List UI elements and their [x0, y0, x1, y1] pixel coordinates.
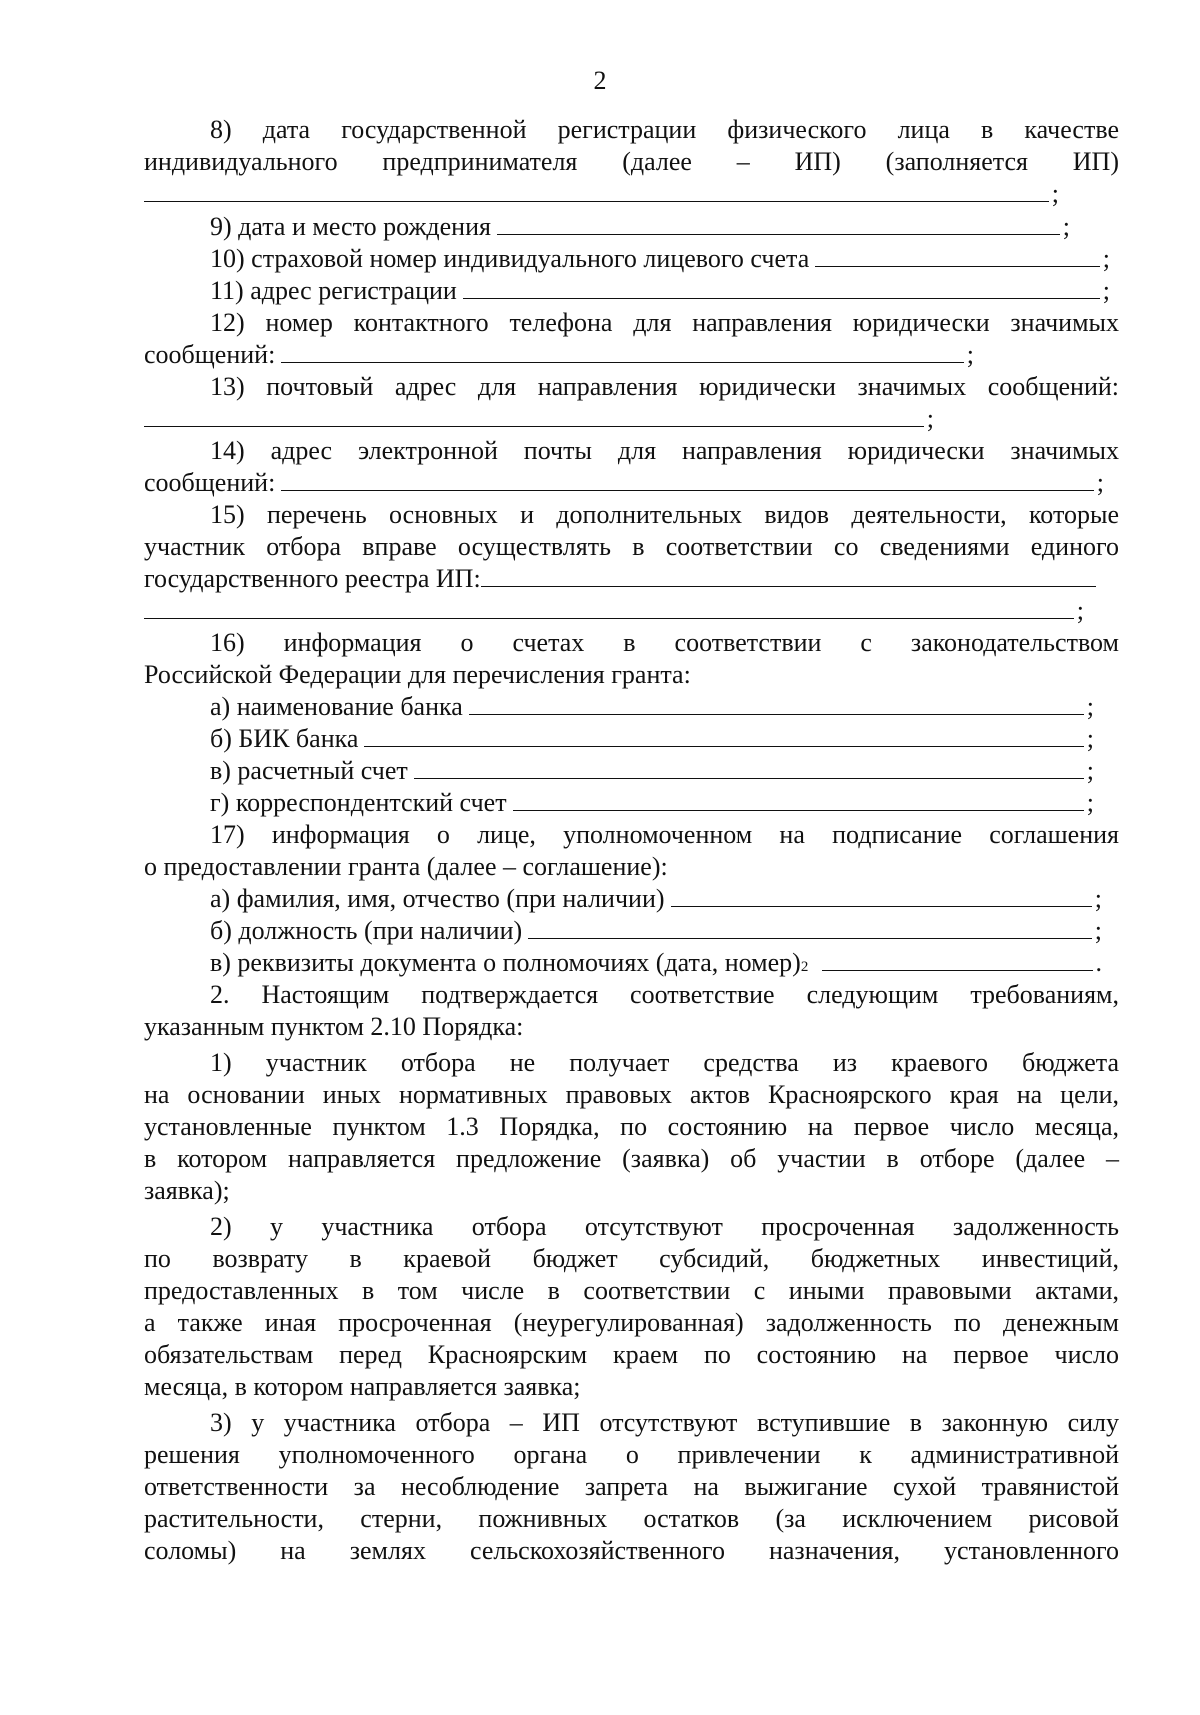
item-17a-label: а) фамилия, имя, отчество (при наличии)	[210, 884, 665, 913]
p2-line-6: месяца, в котором направляется заявка;	[144, 1372, 581, 1401]
p2-line-5: обязательствам перед Красноярским краем по состоянию на первое число	[144, 1340, 1119, 1369]
full-name-input-line[interactable]	[671, 884, 1092, 907]
p3-line-1: 3) у участника отбора – ИП отсутствуют вступившие в законную силу	[210, 1408, 1119, 1437]
item-15-line-1: 15) перечень основных и дополнительных видов деятельности, которые	[210, 500, 1119, 529]
item-16b-line	[210, 723, 1094, 756]
item-14-line-2	[144, 467, 1104, 500]
p1-line-1: 1) участник отбора не получает средства из краевого бюджета	[210, 1048, 1119, 1077]
p3-line-4: растительности, стерни, пожнивных остатков (за исключением рисовой	[144, 1504, 1119, 1533]
item-10-input-line[interactable]	[815, 244, 1100, 267]
semicolon: ;	[1102, 276, 1110, 305]
item-16b-label: б) БИК банка	[210, 724, 359, 753]
item-16g-label: г) корреспондентский счет	[210, 788, 507, 817]
semicolon: ;	[966, 340, 974, 369]
item-14-input-line[interactable]	[281, 468, 1093, 491]
item-16v-line	[210, 755, 1094, 788]
item-16a-line	[210, 691, 1094, 724]
item-16-line-2: Российской Федерации для перечисления гранта:	[144, 660, 691, 689]
item-17v-line: в) реквизиты документа о полномочиях (дата, номер) 2 .	[210, 947, 1102, 980]
p3-line-2: решения уполномоченного органа о привлечении к административной	[144, 1440, 1119, 1469]
item-15-line-3	[144, 563, 1096, 596]
authority-document-input-line[interactable]	[822, 948, 1092, 971]
item-14-label: сообщений:	[144, 468, 276, 497]
semicolon: ;	[1096, 468, 1104, 497]
item-11-label: 11) адрес регистрации	[210, 276, 457, 305]
p1-line-3: установленные пунктом 1.3 Порядка, по состоянию на первое число месяца,	[144, 1112, 1119, 1141]
item-10-label: 10) страховой номер индивидуального лицевого счета	[210, 244, 810, 273]
item-16v-label: в) расчетный счет	[210, 756, 408, 785]
item-17v-label: в) реквизиты документа о полномочиях (дата, номер)	[210, 948, 801, 977]
p1-line-2: на основании иных нормативных правовых актов Красноярского края на цели,	[144, 1080, 1119, 1109]
item-8-line-2: индивидуального предпринимателя (далее – ИП) (заполняется ИП)	[144, 147, 1119, 176]
correspondent-account-input-line[interactable]	[513, 788, 1084, 811]
p3-line-3: ответственности за несоблюдение запрета на выжигание сухой травянистой	[144, 1472, 1119, 1501]
p2-line-4: а также иная просроченная (неурегулированная) задолженность по денежным	[144, 1308, 1119, 1337]
item-8-input-line[interactable]	[144, 179, 1049, 202]
item-17-line-2: о предоставлении гранта (далее – соглашение):	[144, 852, 668, 881]
period: .	[1095, 948, 1102, 977]
semicolon: ;	[1094, 884, 1102, 913]
item-14-line-1: 14) адрес электронной почты для направления юридически значимых	[210, 436, 1119, 465]
item-11-line	[210, 275, 1110, 308]
position-input-line[interactable]	[528, 916, 1092, 939]
item-12-input-line[interactable]	[281, 340, 963, 363]
item-12-line-1: 12) номер контактного телефона для направления юридически значимых	[210, 308, 1119, 337]
item-13-fill-line	[144, 403, 934, 436]
item-17-line-1: 17) информация о лице, уполномоченном на подписание соглашения	[210, 820, 1119, 849]
item-8-line-1: 8) дата государственной регистрации физического лица в качестве	[210, 115, 1119, 144]
p3-line-5: соломы) на землях сельскохозяйственного назначения, установленного	[144, 1536, 1119, 1565]
semicolon: ;	[1086, 756, 1094, 785]
item-12-label: сообщений:	[144, 340, 276, 369]
item-16-line-1: 16) информация о счетах в соответствии с законодательством	[210, 628, 1119, 657]
item-17b-line	[210, 915, 1102, 948]
semicolon: ;	[1086, 724, 1094, 753]
bank-name-input-line[interactable]	[469, 692, 1084, 715]
semicolon: ;	[1062, 212, 1070, 241]
item-8-fill-line	[144, 178, 1059, 211]
p1-line-4: в котором направляется предложение (заявка) об участии в отборе (далее –	[144, 1144, 1119, 1173]
p2-line-2: по возврату в краевой бюджет субсидий, бюджетных инвестиций,	[144, 1244, 1119, 1273]
item-9-input-line[interactable]	[497, 212, 1060, 235]
item-15-line-2: участник отбора вправе осуществлять в соответствии со сведениями единого	[144, 532, 1119, 561]
item-15-input-line-1[interactable]	[481, 564, 1096, 587]
semicolon: ;	[1051, 179, 1059, 208]
item-17b-label: б) должность (при наличии)	[210, 916, 523, 945]
semicolon: ;	[926, 404, 934, 433]
item-15-input-line-2[interactable]	[144, 596, 1074, 619]
item-12-line-2	[144, 339, 974, 372]
semicolon: ;	[1076, 596, 1084, 625]
item-15-label: государственного реестра ИП:	[144, 564, 481, 593]
page-number: 2	[593, 66, 607, 95]
item-9-line	[210, 211, 1070, 244]
item-11-input-line[interactable]	[463, 276, 1100, 299]
item-16g-line	[210, 787, 1094, 820]
semicolon: ;	[1102, 244, 1110, 273]
item-16a-label: а) наименование банка	[210, 692, 463, 721]
bank-bic-input-line[interactable]	[364, 724, 1083, 747]
item-13-input-line[interactable]	[144, 404, 924, 427]
semicolon: ;	[1086, 692, 1094, 721]
semicolon: ;	[1094, 916, 1102, 945]
item-15-fill-line	[144, 595, 1084, 628]
settlement-account-input-line[interactable]	[414, 756, 1084, 779]
item-9-label: 9) дата и место рождения	[210, 212, 491, 241]
item-13-line-1: 13) почтовый адрес для направления юридически значимых сообщений:	[210, 372, 1119, 401]
semicolon: ;	[1086, 788, 1094, 817]
section-2-line-1: 2. Настоящим подтверждается соответствие следующим требованиям,	[210, 980, 1119, 1009]
p2-line-3: предоставленных в том числе в соответствии с иными правовыми актами,	[144, 1276, 1119, 1305]
p1-line-5: заявка);	[144, 1176, 230, 1205]
item-17a-line	[210, 883, 1102, 916]
p2-line-1: 2) у участника отбора отсутствуют просроченная задолженность	[210, 1212, 1119, 1241]
section-2-line-2: указанным пунктом 2.10 Порядка:	[144, 1012, 524, 1041]
item-10-line	[210, 243, 1110, 276]
